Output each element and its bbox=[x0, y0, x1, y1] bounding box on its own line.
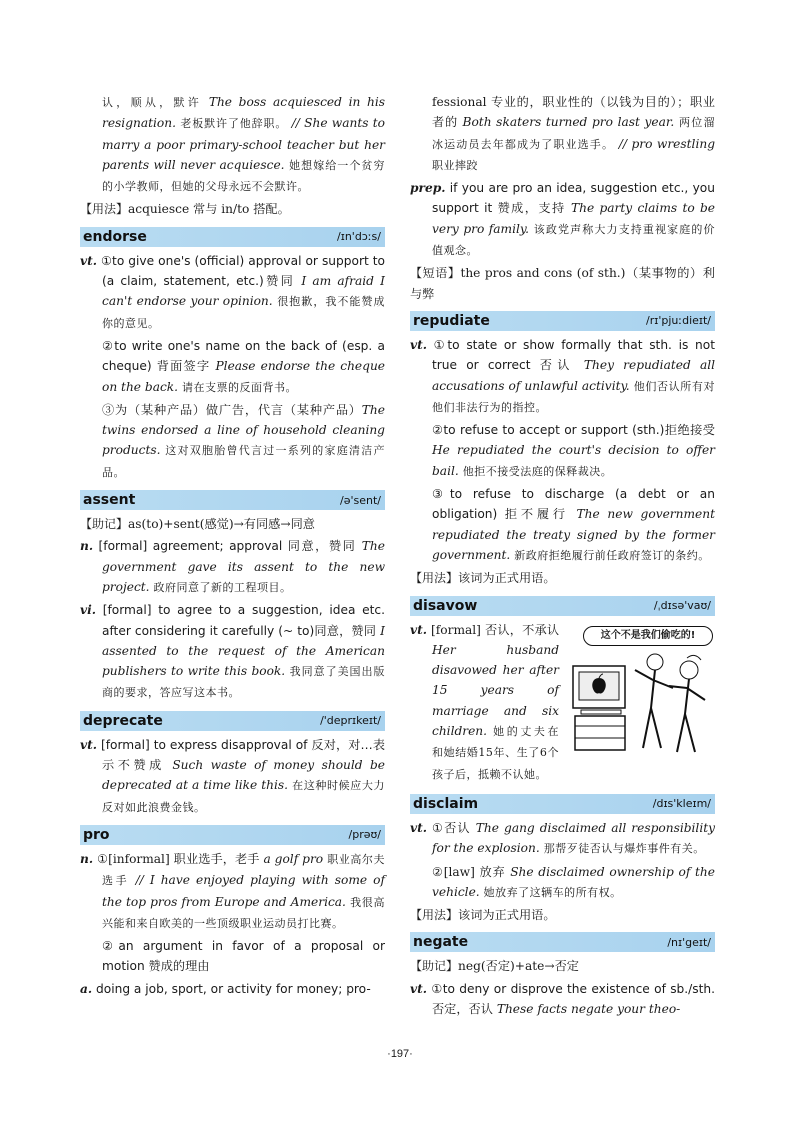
headword-bar bbox=[410, 596, 715, 616]
headword-bar bbox=[80, 711, 385, 731]
mnemonic: 【助记】neg(否定)+ate→否定 bbox=[410, 959, 579, 974]
phrase-note: 【短语】the pros and cons (of sth.)（某事物的）利与弊 bbox=[410, 266, 715, 301]
mnemonic: 【助记】as(to)+sent(感觉)→有同感→同意 bbox=[80, 517, 315, 532]
pronunciation: /prəʊ/ bbox=[348, 828, 381, 842]
pronunciation: /ɪn'dɔːs/ bbox=[337, 230, 381, 244]
speech-bubble: 这个不是我们偷吃的! bbox=[583, 626, 713, 646]
usage-note: 【用法】该词为正式用语。 bbox=[410, 571, 556, 586]
left-column bbox=[80, 92, 385, 1001]
headword-bar bbox=[80, 825, 385, 845]
headword: disavow bbox=[413, 597, 478, 614]
headword: assent bbox=[83, 492, 136, 509]
right-column bbox=[410, 92, 715, 1021]
headword-bar bbox=[410, 311, 715, 331]
headword: repudiate bbox=[413, 312, 490, 329]
entry-negate: negate /nɪ'geɪt/ 【助记】neg(否定)+ate→否定 vt. ①to deny or disprove the existence of sb./sth.否定，否认 These facts negate your theo- bbox=[410, 934, 716, 1016]
pronunciation: /ə'sent/ bbox=[340, 493, 381, 507]
headword: negate bbox=[413, 934, 469, 951]
headword: disclaim bbox=[413, 795, 479, 812]
pronunciation: /dɪs'kleɪm/ bbox=[652, 797, 711, 811]
entry-deprecate: deprecate /'deprɪkeɪt/ vt. [formal] to express disapproval of 反对，对…表示不赞成 Such waste of money should be deprecated at a time like this. 在这种时候应大力反对如此浪费金钱。 bbox=[80, 712, 386, 814]
usage-note: 【用法】该词为正式用语。 bbox=[410, 908, 556, 923]
headword: endorse bbox=[83, 228, 147, 245]
headword-bar bbox=[80, 227, 385, 247]
headword-bar bbox=[410, 932, 715, 952]
headword: pro bbox=[83, 826, 110, 843]
page-number: ·197· bbox=[387, 1048, 413, 1060]
entry-acquiesce-continued: 认，顺从，默许 The boss acquiesced in his resignation. 老板默许了他辞职。 // She wants to marry a poor primary-school teacher but her parents will never acquiesce. 她想嫁给一个贫穷的小学教师，但她的父母永远不会默许。 【用法】acquiesce 常与 in/to 搭配。 bbox=[80, 92, 385, 220]
usage-note: 【用法】acquiesce 常与 in/to 搭配。 bbox=[80, 202, 290, 217]
computer-illustration bbox=[571, 664, 631, 752]
pronunciation: /rɪ'pjuːdieɪt/ bbox=[646, 314, 711, 328]
pronunciation: /nɪ'geɪt/ bbox=[667, 935, 711, 949]
entry-assent: assent /ə'sent/ 【助记】as(to)+sent(感觉)→有同感→同意 n. [formal] agreement; approval 同意，赞同 The government gave its assent to the new project. 政府同意了新的工程项目。 vi. [formal] to agree to a suggestion, idea etc. after considering it carefully (~ to)同意，赞同 I assented to the request of the American publishers to write this book. 我同意了美国出版商的要求，答应写这本书。 bbox=[80, 492, 385, 700]
entry-disclaim: disclaim /dɪs'kleɪm/ vt. ①否认 The gang disclaimed all responsibility for the explosion. 那帮歹徒否认与爆炸事件有关。 ②[law] 放弃 She disclaimed ownership of the vehicle. 她放弃了这辆车的所有权。 【用法】该词为正式用语。 bbox=[410, 794, 715, 925]
entry-disavow: disavow /ˌdɪsə'vaʊ/ 这个不是我们偷吃的! vt. [formal] 否认，不承认 Her husband disavowed her after 15 years of marriage and six children. 她的丈夫在和她结婚15年、生了6个孩子后，抵赖不认她。 bbox=[410, 596, 715, 787]
entry-endorse: endorse /ɪn'dɔːs/ vt. ①to give one's (official) approval or support to (a claim, statement, etc.)赞同 I am afraid I can't endorse your opinion. 很抱歉，我不能赞成你的意见。 ②to write one's name on the back of (esp. a cheque) 背面签字 Please endorse the cheque on the back. 请在支票的反面背书。 ③为（某种产品）做广告，代言（某种产品）The twins endorsed a line of household cleaning products. 这对双胞胎曾代言过一系列的家庭清洁产品。 bbox=[80, 228, 386, 479]
headword-bar bbox=[80, 490, 385, 510]
headword: deprecate bbox=[83, 712, 163, 729]
headword-bar bbox=[410, 794, 715, 814]
cartoon-illustration bbox=[565, 624, 715, 754]
entry-pro: pro /prəʊ/ n. ①[informal] 职业选手，老手 a golf pro 职业高尔夫选手 // I have enjoyed playing with some of the top pros from Europe and America. 我很高兴能和来自欧美的一些顶级职业运动员打比赛。 ②an argument in favor of a proposal or motion 赞成的理由 a. doing a job, sport, or activity for money; pro- bbox=[80, 826, 386, 996]
pronunciation: /ˌdɪsə'vaʊ/ bbox=[653, 599, 711, 613]
pronunciation: /'deprɪkeɪt/ bbox=[320, 714, 381, 728]
entry-repudiate: repudiate /rɪ'pjuːdieɪt/ vt. ①to state or show formally that sth. is not true or correct 否认 They repudiated all accusations of unlawful activity. 他们否认所有对他们非法行为的指控。 ②to refuse to accept or support (sth.)拒绝接受 He repudiated the court's decision to offer bail. 他拒不接受法庭的保释裁决。 ③to refuse to discharge (a debt or an obligation) 拒不履行 The new government repudiated the treaty signed by the former government. 新政府拒绝履行前任政府签订的条约。 【用法】该词为正式用语。 bbox=[410, 311, 715, 589]
entry-pro-continued: fessional 专业的，职业性的（以钱为目的）；职业者的 Both skaters turned pro last year. 两位溜冰运动员去年都成为了职业选手。 // pro wrestling 职业摔跤 prep. if you are pro an idea, suggestion etc., you support it 赞成，支持 The party claims to be very pro family. 该政党声称大力支持重视家庭的价值观念。 【短语】the pros and cons (of sth.)（某事物的）利与弊 bbox=[410, 92, 715, 304]
people-illustration bbox=[625, 648, 715, 754]
